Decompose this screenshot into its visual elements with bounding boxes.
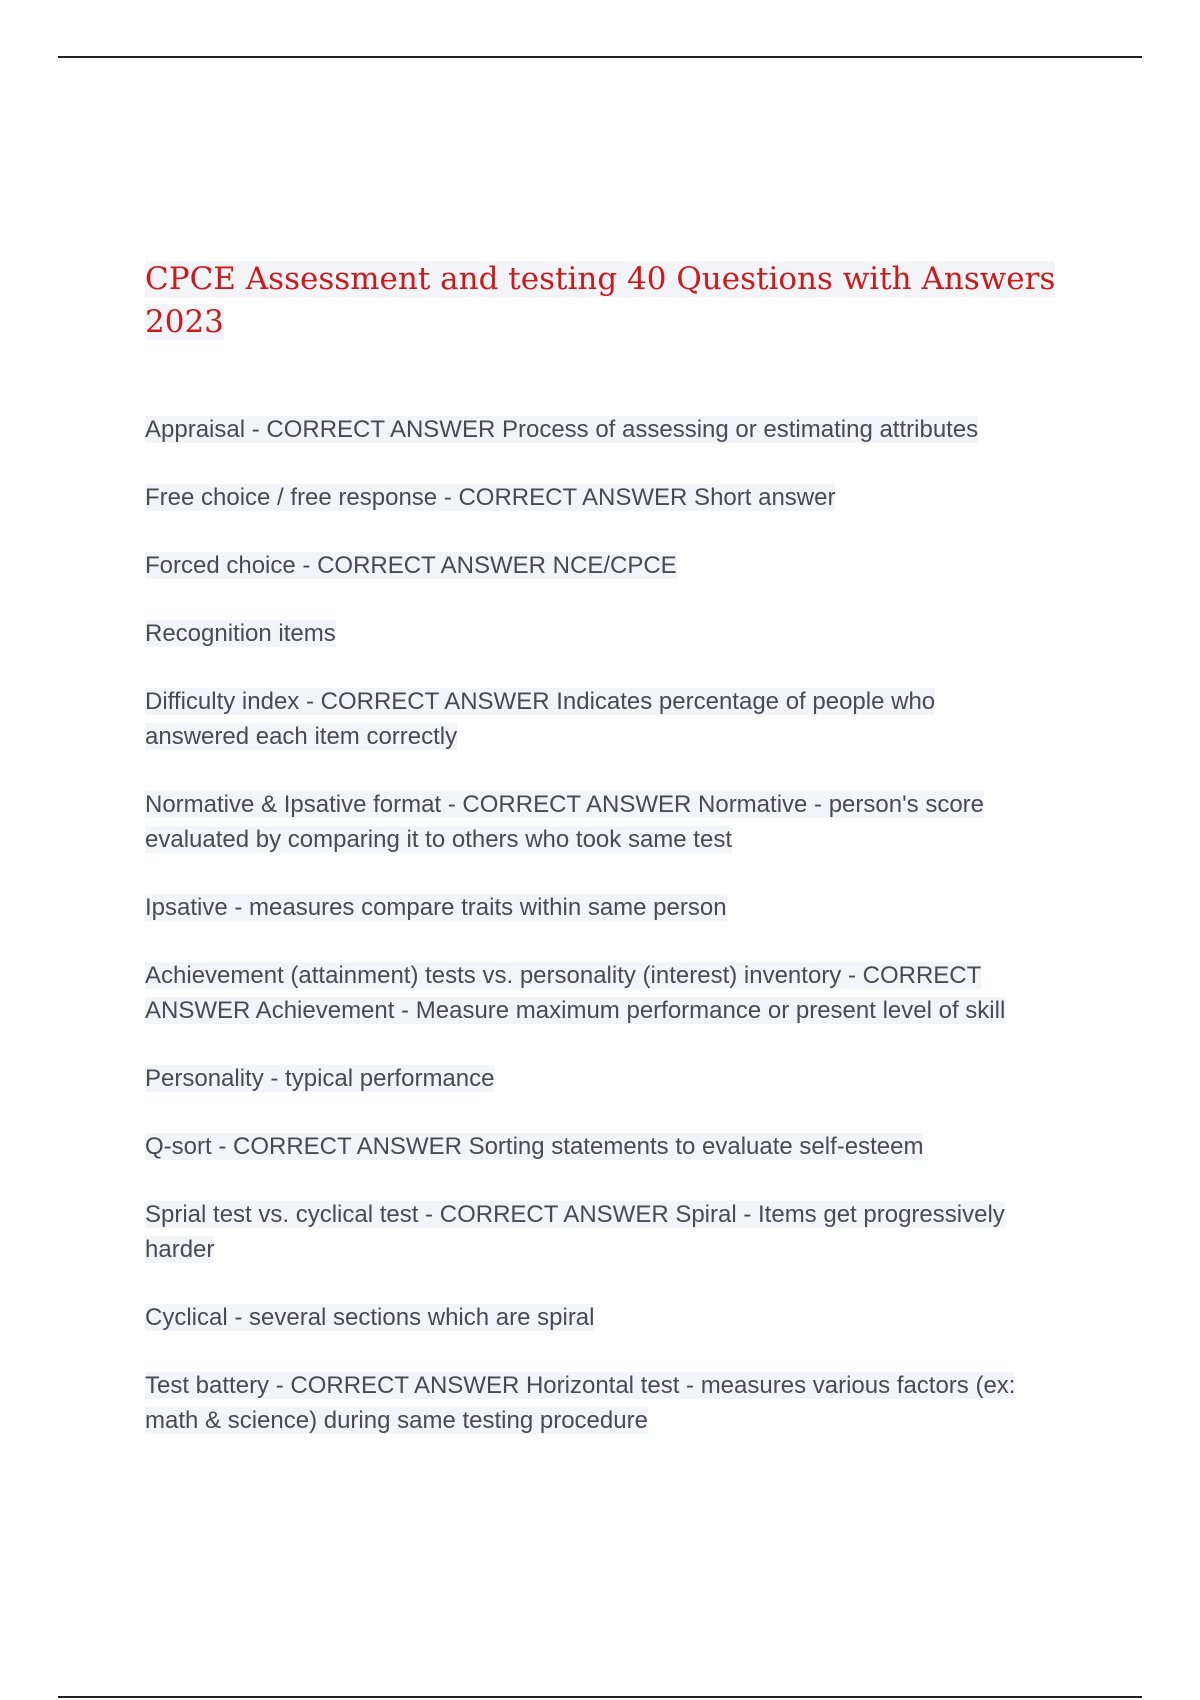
qa-entry <box>145 616 1075 651</box>
qa-entry-text: Recognition items <box>145 620 336 647</box>
qa-entry <box>145 1197 1075 1267</box>
qa-entry <box>145 684 1075 754</box>
qa-entry <box>145 1061 1075 1096</box>
footer-rule <box>58 1696 1142 1698</box>
qa-entry-text: Difficulty index - CORRECT ANSWER Indicates percentage of people who answered each item correctly <box>145 688 936 750</box>
qa-entry-text: Forced choice - CORRECT ANSWER NCE/CPCE <box>145 552 677 579</box>
qa-entry <box>145 958 1075 1028</box>
qa-entry-text: Normative & Ipsative format - CORRECT ANSWER Normative - person's score evaluated by comparing it to others who took same test <box>145 791 985 853</box>
header-rule <box>58 56 1142 58</box>
qa-entry <box>145 412 1075 447</box>
qa-entry <box>145 890 1075 925</box>
qa-entry-text: Sprial test vs. cyclical test - CORRECT ANSWER Spiral - Items get progressively harder <box>145 1201 1005 1263</box>
qa-entry-text: Ipsative - measures compare traits within same person <box>145 894 727 921</box>
document-title <box>145 258 1085 344</box>
document-title-text: CPCE Assessment and testing 40 Questions with Answers 2023 <box>145 261 1056 340</box>
qa-entry-text: Cyclical - several sections which are spiral <box>145 1304 595 1331</box>
qa-entry <box>145 1300 1075 1335</box>
qa-entry <box>145 1368 1075 1438</box>
qa-list <box>145 412 1075 1471</box>
qa-entry-text: Appraisal - CORRECT ANSWER Process of assessing or estimating attributes <box>145 416 979 443</box>
qa-entry-text: Q-sort - CORRECT ANSWER Sorting statements to evaluate self-esteem <box>145 1133 924 1160</box>
qa-entry <box>145 480 1075 515</box>
qa-entry <box>145 548 1075 583</box>
qa-entry-text: Personality - typical performance <box>145 1065 495 1092</box>
qa-entry <box>145 787 1075 857</box>
qa-entry-text: Test battery - CORRECT ANSWER Horizontal test - measures various factors (ex: math & science) during same testing procedure <box>145 1372 1016 1434</box>
qa-entry-text: Achievement (attainment) tests vs. personality (interest) inventory - CORRECT ANSWER Achievement - Measure maximum performance or present level of skill <box>145 962 1006 1024</box>
qa-entry <box>145 1129 1075 1164</box>
qa-entry-text: Free choice / free response - CORRECT ANSWER Short answer <box>145 484 836 511</box>
